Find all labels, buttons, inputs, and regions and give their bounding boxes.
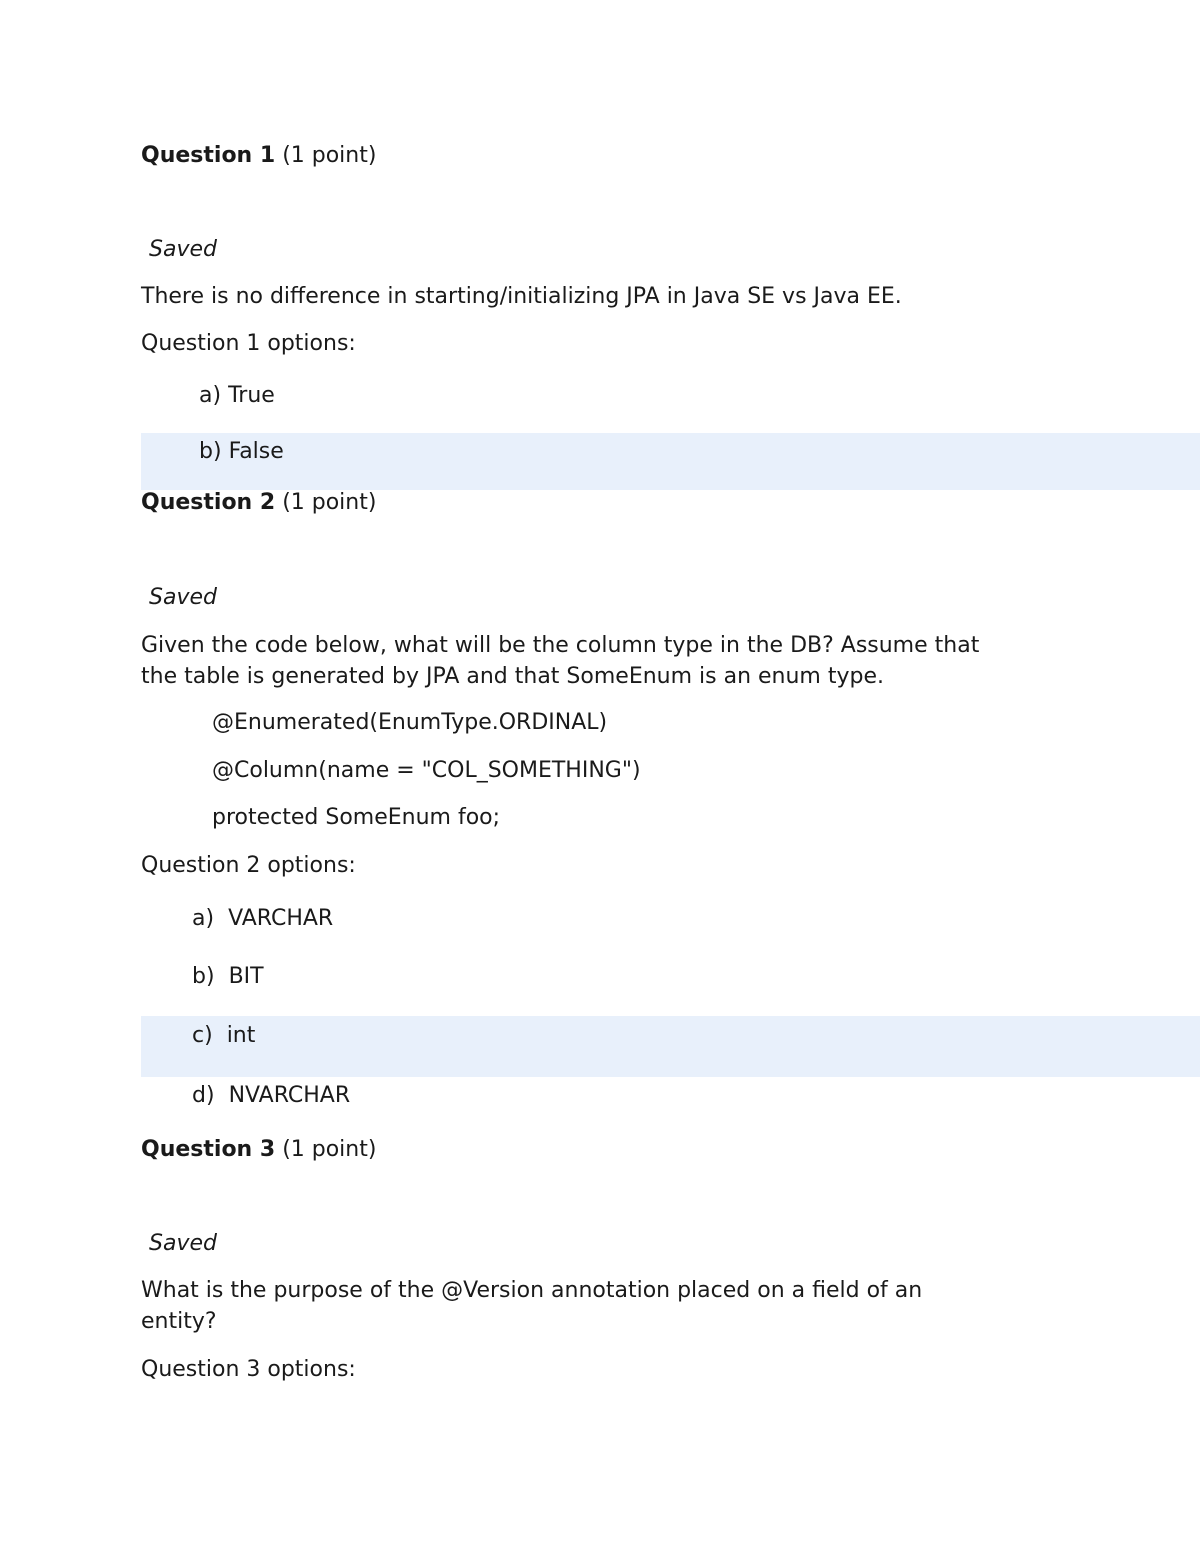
code-line-3: protected SomeEnum foo; [212, 805, 501, 830]
question-1-options-label: Question 1 options: [141, 331, 356, 356]
question-2-saved-status: Saved [149, 585, 217, 610]
question-1-option-b[interactable]: b) False [199, 439, 284, 464]
question-3-prompt-line-2: entity? [141, 1309, 217, 1334]
question-2-prompt-line-1: Given the code below, what will be the column type in the DB? Assume that [141, 633, 980, 658]
question-2-option-b[interactable]: b) BIT [192, 964, 264, 989]
question-3-prompt-line-1: What is the purpose of the @Version annotation placed on a field of an [141, 1278, 923, 1303]
question-1-title: Question 1 (1 point) [141, 143, 377, 168]
question-3-saved-status: Saved [149, 1231, 217, 1256]
question-2-option-c[interactable]: c) int [192, 1023, 256, 1048]
question-3-options-label: Question 3 options: [141, 1357, 356, 1382]
question-1-option-b-selected-highlight[interactable] [141, 433, 1200, 490]
question-2-option-d[interactable]: d) NVARCHAR [192, 1083, 351, 1108]
question-2-prompt-line-2: the table is generated by JPA and that SomeEnum is an enum type. [141, 664, 884, 689]
question-2-title: Question 2 (1 point) [141, 490, 377, 515]
code-line-1: @Enumerated(EnumType.ORDINAL) [212, 710, 608, 735]
question-3-title: Question 3 (1 point) [141, 1137, 377, 1162]
question-2-option-a[interactable]: a) VARCHAR [192, 906, 334, 931]
question-2-option-c-selected-highlight[interactable] [141, 1016, 1200, 1077]
code-line-2: @Column(name = "COL_SOMETHING") [212, 758, 641, 783]
question-1-option-a[interactable]: a) True [199, 383, 275, 408]
question-1-prompt: There is no difference in starting/initializing JPA in Java SE vs Java EE. [141, 284, 902, 309]
question-2-options-label: Question 2 options: [141, 853, 356, 878]
question-1-saved-status: Saved [149, 237, 217, 262]
